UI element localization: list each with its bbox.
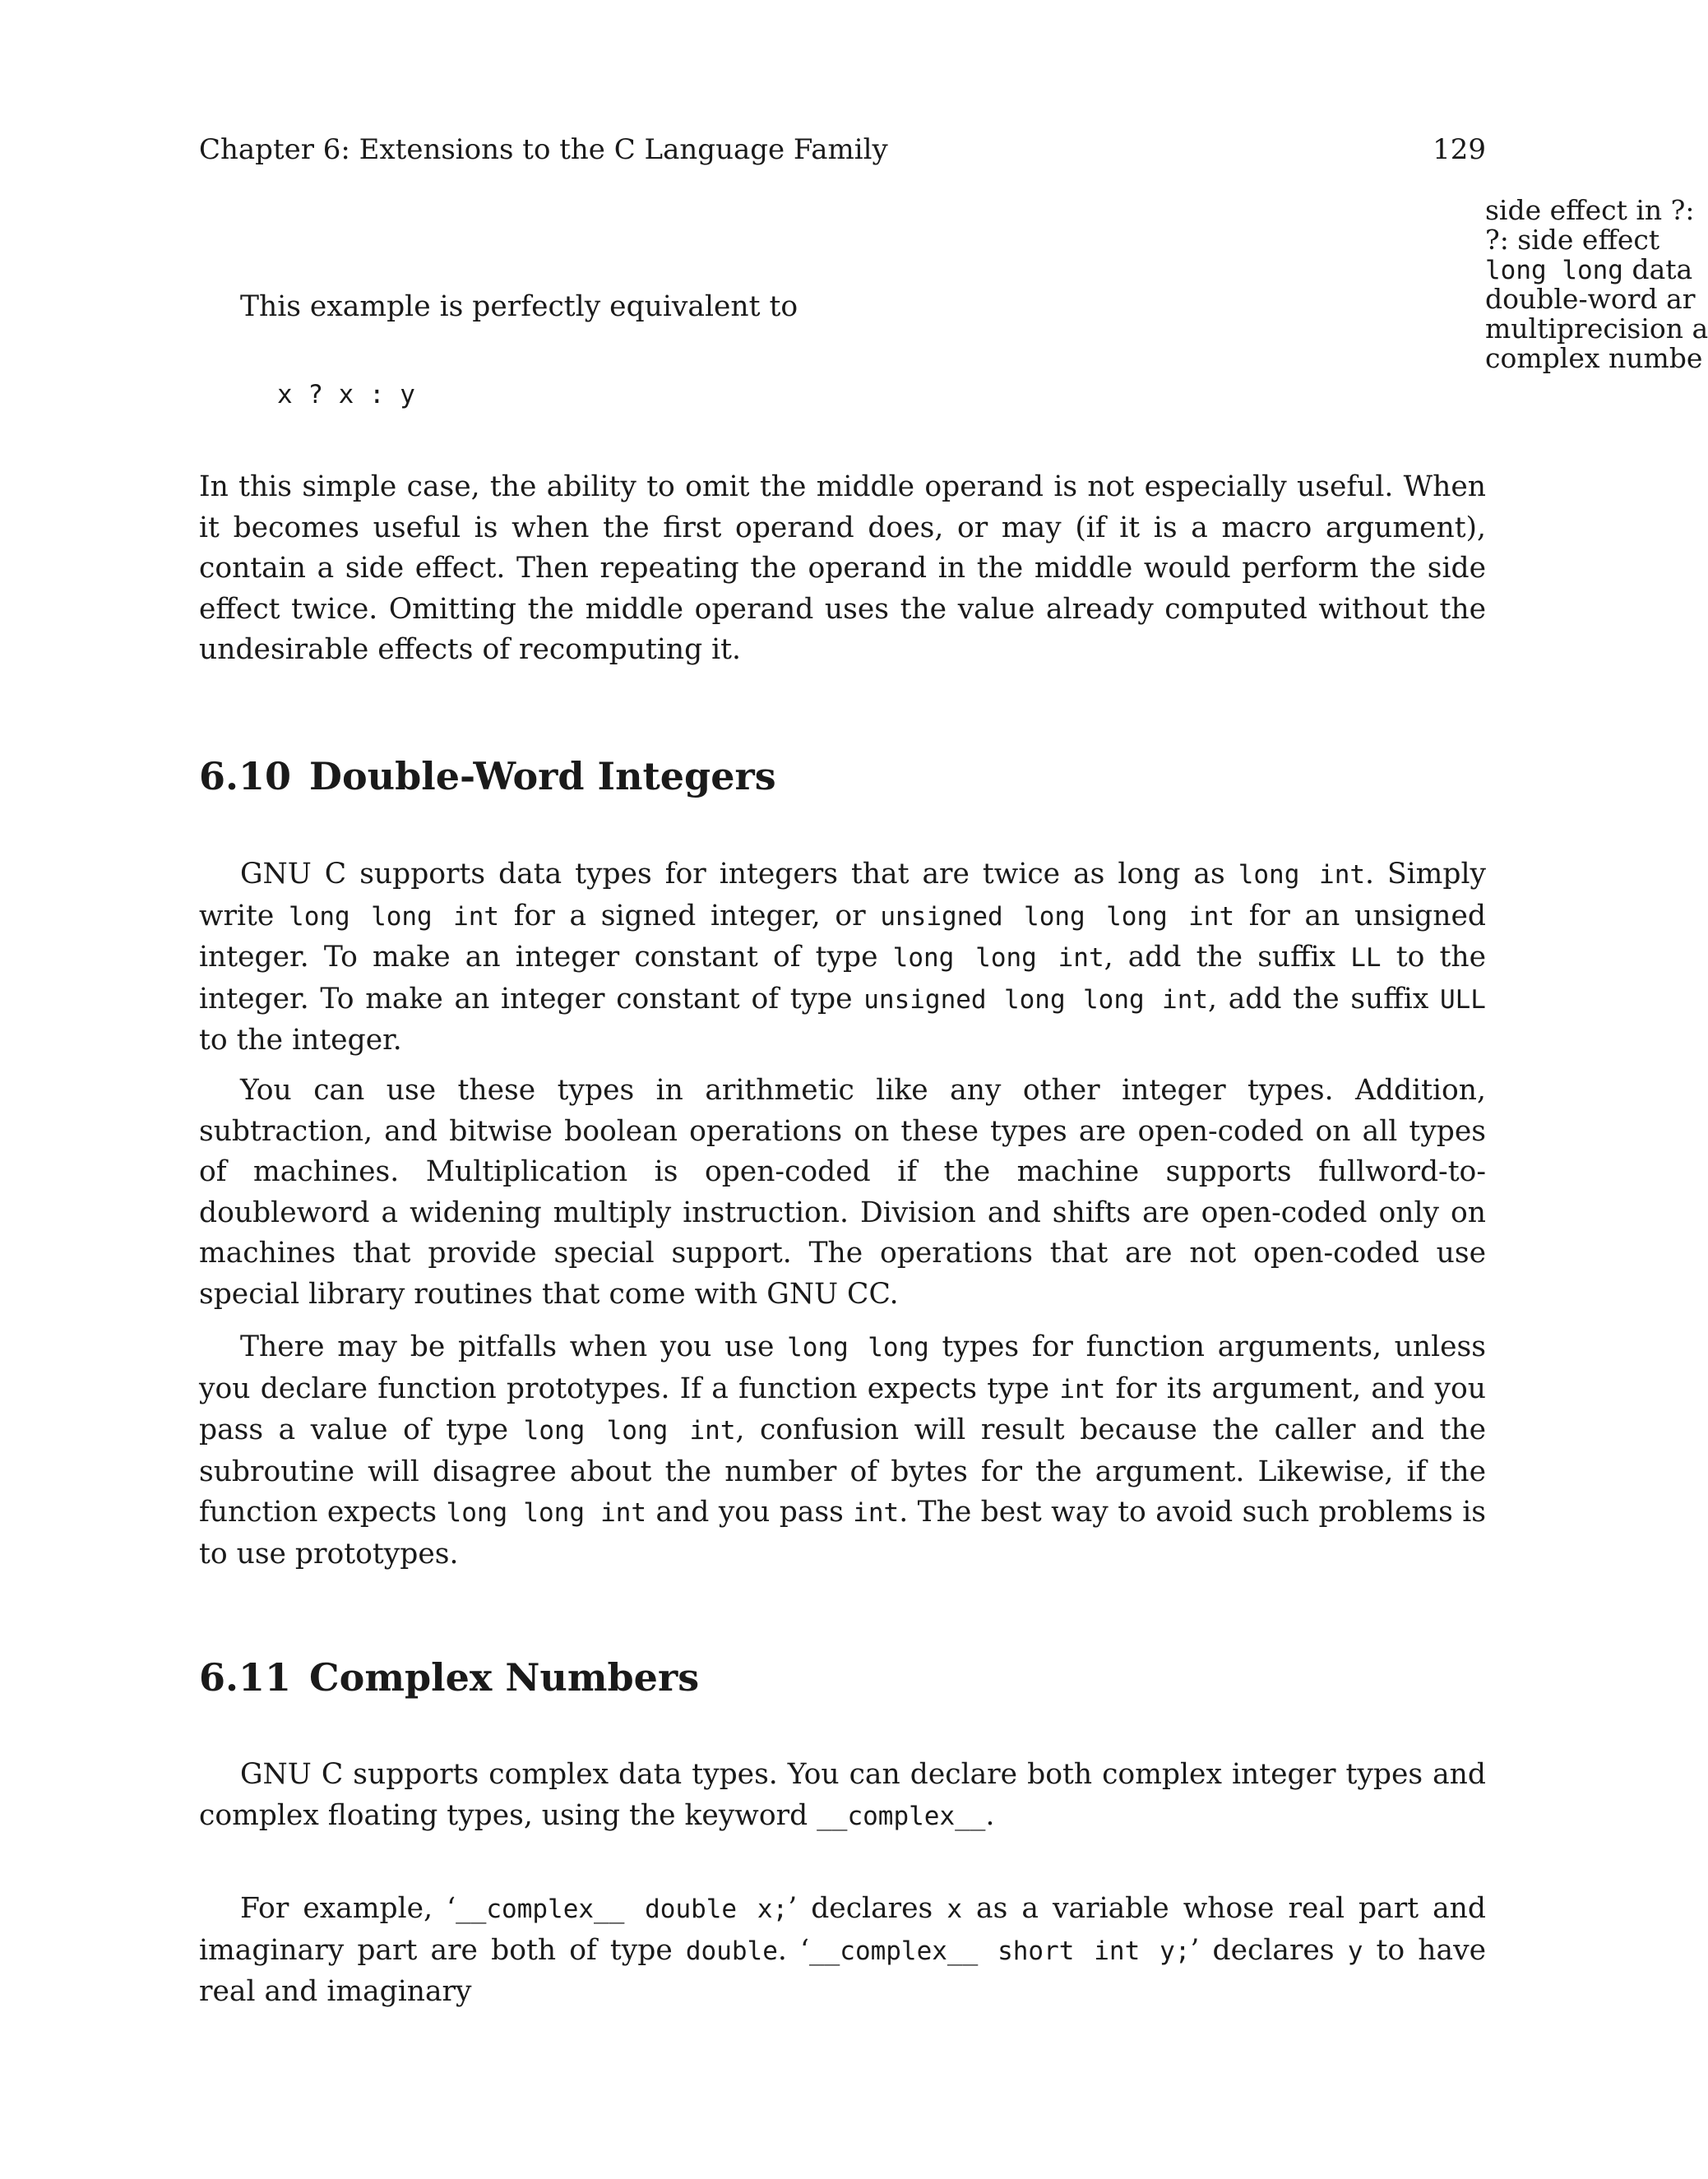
- text-run: ’ declares: [788, 1892, 947, 1925]
- section-heading-6-10: [199, 752, 776, 801]
- inline-code: double: [685, 1936, 778, 1966]
- section-number: 6.11: [199, 1655, 292, 1700]
- text-run: , add the suffix: [1104, 941, 1351, 974]
- text-run: , confusion will result because the caller and the subroutine will disagree about the number of bytes for the argument. Likewise, if the function expects: [199, 1413, 1486, 1529]
- inline-code: int: [1059, 1374, 1106, 1404]
- index-entry: ?: side effect: [1485, 224, 1660, 256]
- inline-code: long long int: [289, 901, 500, 932]
- text-run: to the integer.: [199, 1024, 402, 1057]
- text-run: For example, ‘: [240, 1892, 456, 1925]
- text-run: as a variable whose real part and imaginary part are both of type: [199, 1892, 1486, 1967]
- inline-code: int: [853, 1498, 900, 1529]
- text-run: . ‘: [777, 1933, 809, 1967]
- index-entry-text: data: [1622, 253, 1693, 285]
- inline-code: y: [1347, 1936, 1363, 1966]
- index-entry: side effect in ?:: [1485, 194, 1695, 226]
- inline-code: unsigned long long int: [863, 984, 1209, 1015]
- text-run: to have real and imaginary: [199, 1933, 1486, 2009]
- index-margin-notes: [1485, 196, 1708, 373]
- paragraph-complex-intro: [199, 1755, 1486, 1837]
- paragraph-complex-example: [199, 1889, 1486, 2013]
- index-entry: multiprecision a: [1485, 312, 1708, 345]
- text-run: for a signed integer, or: [499, 899, 881, 932]
- paragraph-arithmetic: You can use these types in arithmetic like any other integer types. Addition, subtraction, and bitwise boolean operations on these types are open-coded on all types of machines. Multiplication is open-coded if the machine supports fullword-to-doubleword a widening multiply instruction. Division and shifts are open-coded only on machines that provide special support. The operations that are not open-coded use special library routines that come with GNU CC.: [199, 1074, 1486, 1311]
- index-entry: [1485, 255, 1708, 285]
- inline-code: long long int: [446, 1498, 647, 1529]
- text-run: .: [985, 1798, 995, 1832]
- text-run: . The best way to avoid such problems is to use prototypes.: [199, 1496, 1486, 1571]
- inline-code: long long int: [523, 1416, 736, 1446]
- intro-paragraph: In this simple case, the ability to omit the middle operand is not especially useful. When it becomes useful is when the first operand does, or may (if it is a macro argument), contain a side effect. Then repeating the operand in the middle would perform the side effect twice. Omitting the middle operand uses the value already computed without the undesirable effects of recomputing it.: [199, 470, 1486, 667]
- text-run: to the integer. To make an integer constant of type: [199, 941, 1486, 1015]
- intro-lead: This example is perfectly equivalent to: [240, 290, 798, 323]
- section-heading-6-11: [199, 1653, 699, 1702]
- text-run: types for function arguments, unless you declare function prototypes. If a function expects type: [199, 1330, 1486, 1405]
- text-run: for an unsigned integer. To make an integer constant of type: [199, 899, 1486, 974]
- code-example: x ? x : y: [277, 380, 415, 409]
- section-title: Complex Numbers: [309, 1655, 700, 1700]
- index-entry-code: long long: [1485, 256, 1623, 285]
- paragraph-pitfalls: [199, 1327, 1486, 1575]
- text-run: ’ declares: [1190, 1933, 1348, 1967]
- paragraph-long-long-types: [199, 854, 1486, 1062]
- chapter-title: Chapter 6: Extensions to the C Language Family: [199, 133, 888, 166]
- inline-code: unsigned long long int: [880, 901, 1235, 932]
- inline-code: __complex__ double x;: [456, 1894, 789, 1924]
- inline-code: __complex__ short int y;: [808, 1936, 1191, 1966]
- inline-code: ULL: [1439, 984, 1486, 1015]
- text-run: for its argument, and you pass a value of type: [199, 1372, 1486, 1447]
- inline-code: long long int: [892, 943, 1104, 974]
- inline-code: __complex__: [817, 1801, 986, 1831]
- text-run: There may be pitfalls when you use: [240, 1330, 788, 1363]
- text-run: GNU C supports complex data types. You can declare both complex integer types and complex floating types, using the keyword: [199, 1758, 1486, 1832]
- inline-code: long long: [787, 1333, 929, 1362]
- section-number: 6.10: [199, 754, 292, 798]
- inline-code: x: [947, 1894, 962, 1924]
- text-run: and you pass: [646, 1496, 854, 1529]
- index-entry: double-word ar: [1485, 283, 1696, 315]
- page-number: 129: [1433, 133, 1486, 166]
- text-run: GNU C supports data types for integers that are twice as long as: [240, 858, 1238, 891]
- section-title: Double-Word Integers: [309, 754, 776, 798]
- text-run: , add the suffix: [1208, 982, 1440, 1015]
- inline-code: LL: [1350, 943, 1382, 974]
- text-run: . Simply write: [199, 858, 1486, 932]
- inline-code: long int: [1238, 860, 1366, 890]
- index-entry: complex numbe: [1485, 342, 1703, 374]
